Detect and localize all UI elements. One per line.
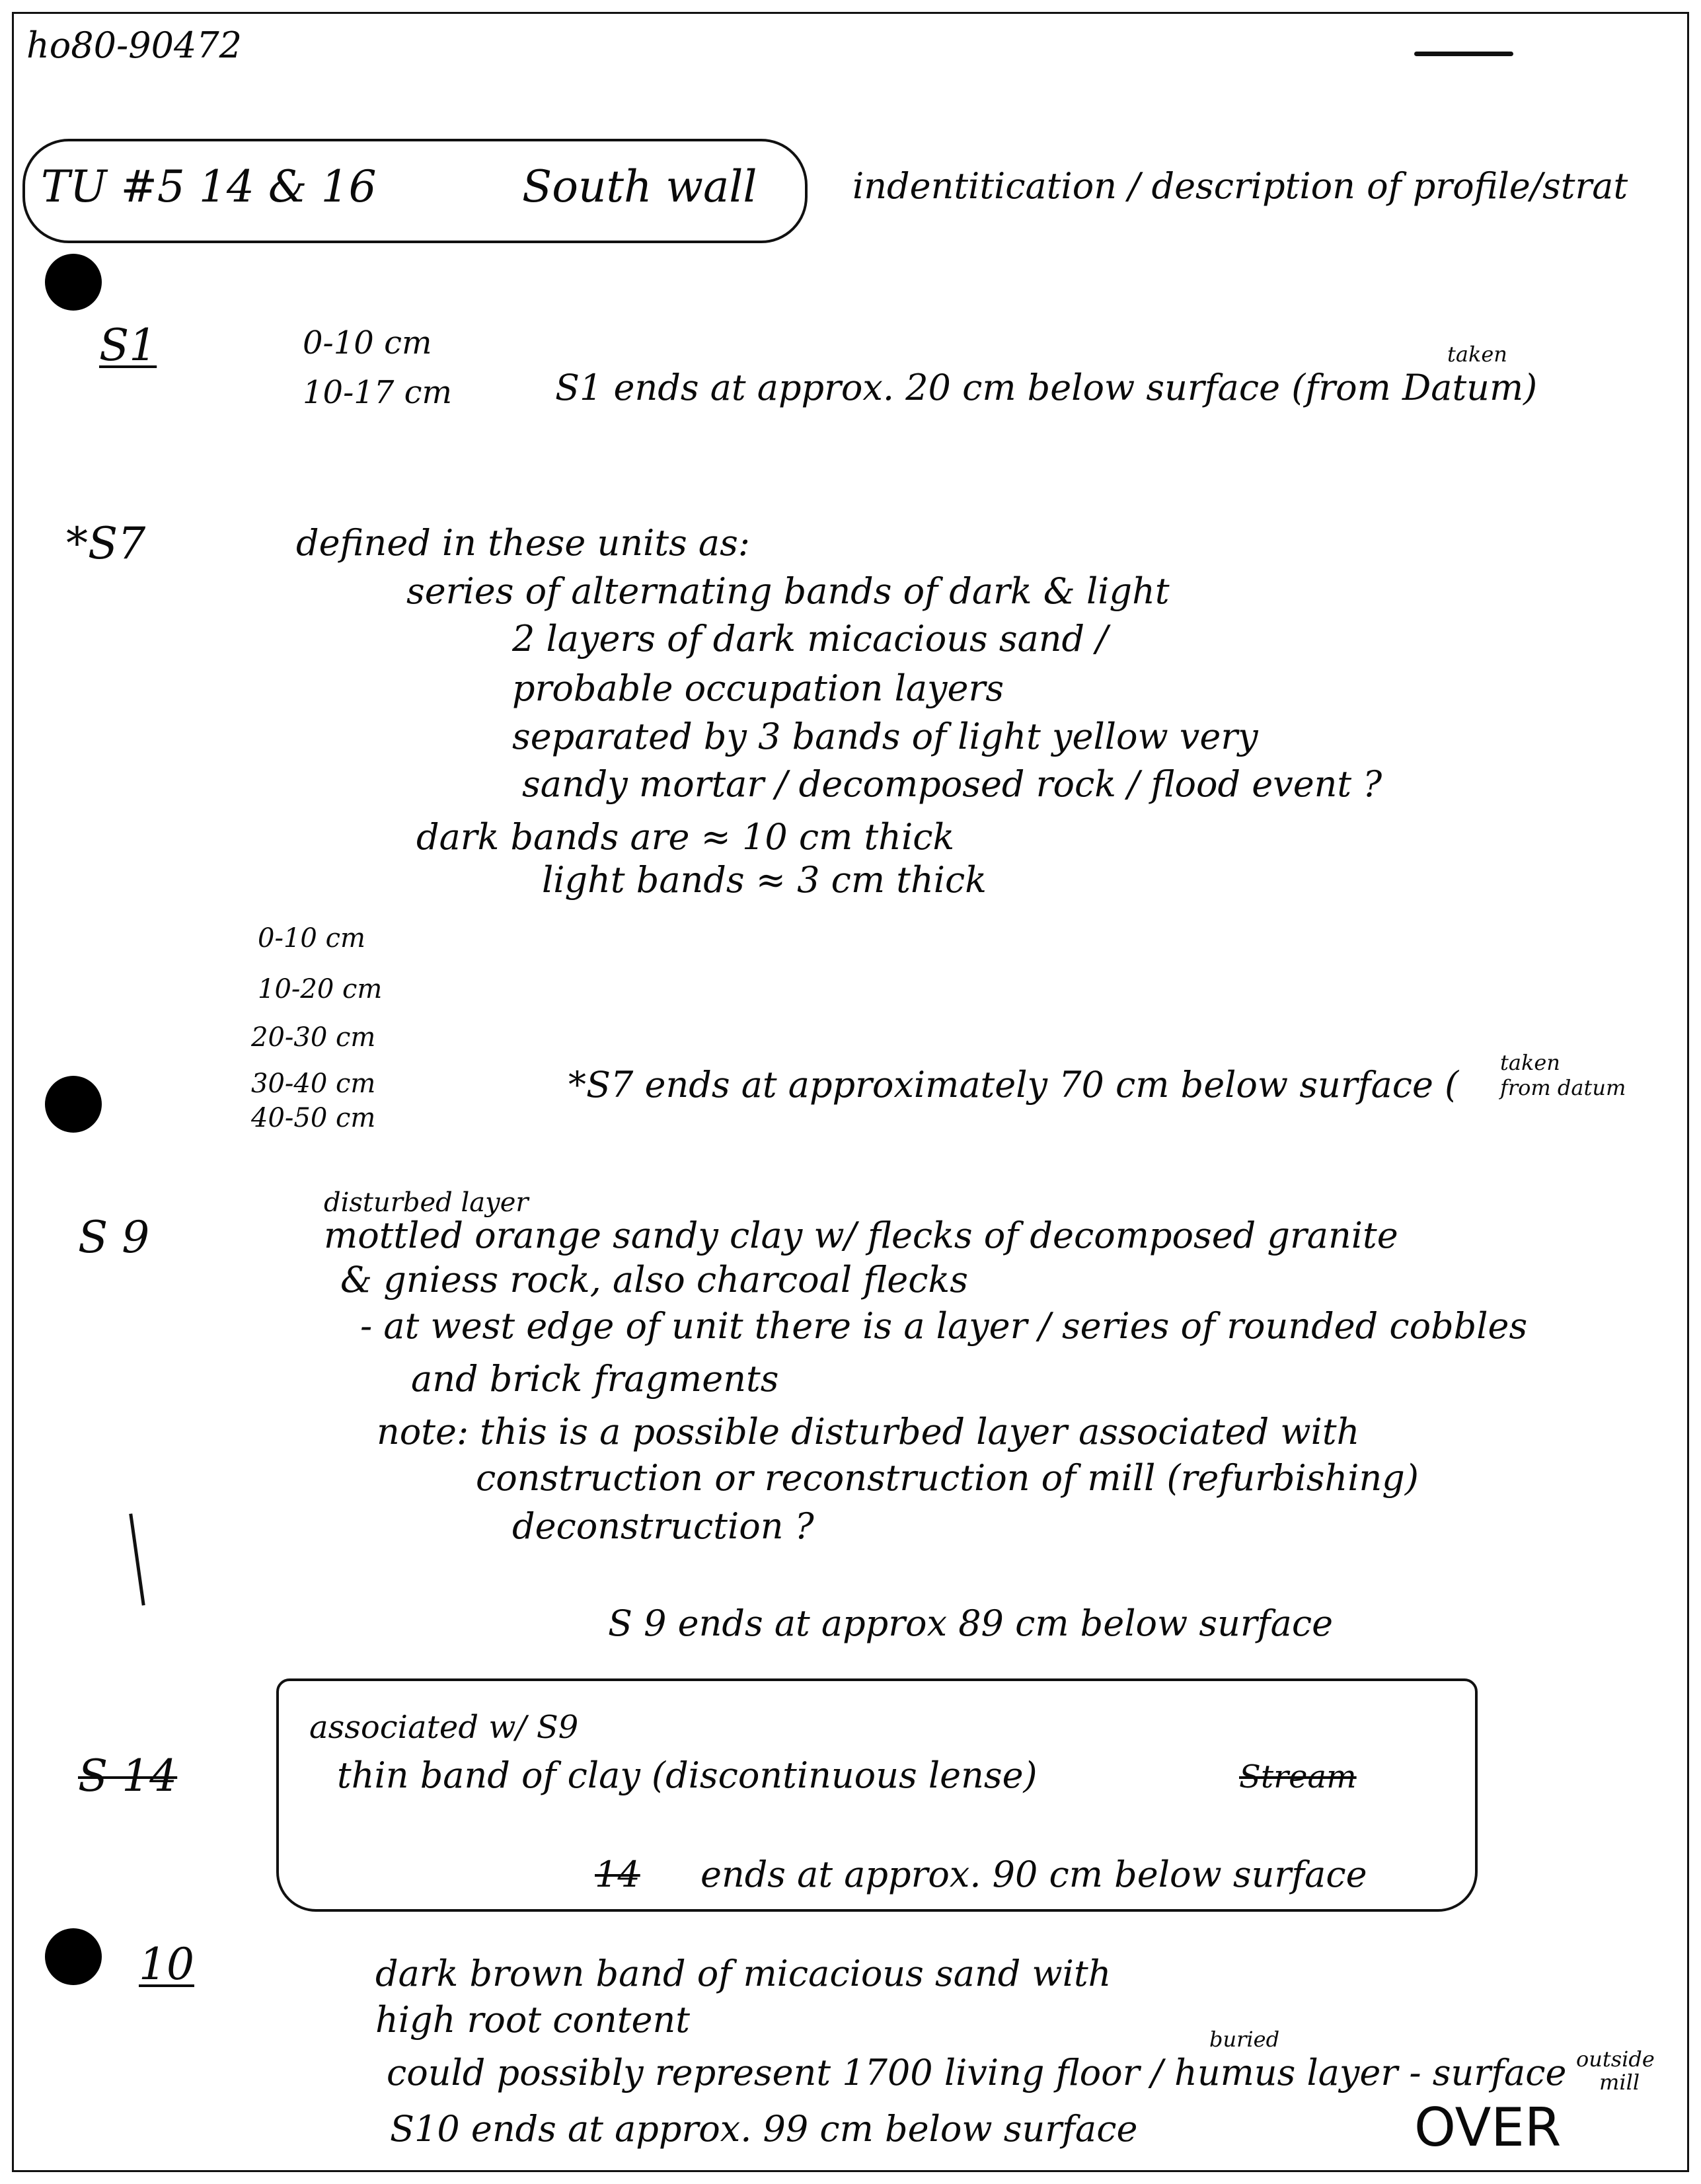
s7-from-datum: from datum <box>1500 1075 1626 1100</box>
document-id: ho80-90472 <box>26 24 243 66</box>
s9-line-5: note: this is a possible disturbed layer associated with <box>377 1411 1360 1452</box>
s1-depth-2: 10-17 cm <box>303 374 453 411</box>
s7-line-2: series of alternating bands of dark & light <box>406 570 1170 612</box>
s9-header: disturbed layer <box>324 1187 529 1218</box>
s10-end-note: S10 ends at approx. 99 cm below surface <box>390 2108 1138 2150</box>
s14-header: associated w/ S9 <box>309 1709 579 1746</box>
s10-buried-superscript: buried <box>1209 2027 1280 2052</box>
unit-label: TU #5 14 & 16 <box>41 161 377 212</box>
header-purpose: indentitication / description of profile/strat <box>852 165 1628 207</box>
s7-depth-2: 10-20 cm <box>258 974 383 1004</box>
s9-label: S 9 <box>78 1212 150 1263</box>
punch-hole-top <box>45 254 102 311</box>
s14-end-note: ends at approx. 90 cm below surface <box>700 1854 1367 1895</box>
s10-label: 10 <box>139 1939 194 1990</box>
s10-mill-superscript: mill <box>1599 2070 1640 2095</box>
s1-end-note: S1 ends at approx. 20 cm below surface (from Datum) <box>555 367 1538 408</box>
s10-line-1: dark brown band of micacious sand with <box>375 1953 1112 1994</box>
wall-label: South wall <box>522 161 757 212</box>
s9-line-6: construction or reconstruction of mill (refurbishing) <box>476 1457 1419 1499</box>
s9-end-note: S 9 ends at approx 89 cm below surface <box>608 1602 1334 1644</box>
s7-line-5: separated by 3 bands of light yellow very <box>512 716 1258 757</box>
over-label: OVER <box>1414 2097 1562 2158</box>
top-right-dash <box>1414 52 1513 56</box>
s1-label: S1 <box>99 320 157 371</box>
s7-depth-4: 30-40 cm <box>251 1069 376 1099</box>
s7-line-1: defined in these units as: <box>296 522 750 564</box>
punch-hole-middle <box>45 1076 102 1133</box>
s7-end-note: *S7 ends at approximately 70 cm below surface ( <box>568 1064 1459 1106</box>
s9-line-3: - at west edge of unit there is a layer / series of rounded cobbles <box>360 1305 1528 1347</box>
s9-line-7: deconstruction ? <box>512 1505 814 1547</box>
s7-line-4: probable occupation layers <box>512 667 1004 709</box>
s9-line-1: mottled orange sandy clay w/ flecks of decomposed granite <box>324 1215 1398 1256</box>
s14-line: thin band of clay (discontinuous lense) <box>337 1754 1038 1796</box>
s1-depth-1: 0-10 cm <box>303 324 432 361</box>
s7-depth-1: 0-10 cm <box>258 923 365 954</box>
s7-depth-3: 20-30 cm <box>251 1022 376 1053</box>
s7-depth-5: 40-50 cm <box>251 1103 376 1133</box>
punch-hole-bottom <box>45 1928 102 1985</box>
s14-end-label: 14 <box>595 1854 640 1895</box>
s10-outside-superscript: outside <box>1576 2047 1655 2072</box>
s9-line-2: & gniess rock, also charcoal flecks <box>340 1259 968 1300</box>
s7-line-6: sandy mortar / decomposed rock / flood event ? <box>522 763 1382 805</box>
s7-line-7: dark bands are ≈ 10 cm thick <box>416 816 955 858</box>
s10-line-2: high root content <box>375 1999 690 2041</box>
s7-line-3: 2 layers of dark micacious sand / <box>512 618 1108 659</box>
s7-label: *S7 <box>66 518 146 569</box>
s10-line-3: could possibly represent 1700 living floor / humus layer - surface <box>387 2052 1567 2093</box>
s14-label: S 14 <box>78 1751 178 1801</box>
s1-taken-superscript: taken <box>1447 342 1507 367</box>
s7-line-8: light bands ≈ 3 cm thick <box>542 859 987 901</box>
s9-line-4: and brick fragments <box>411 1358 779 1400</box>
s7-taken-superscript: taken <box>1500 1050 1560 1075</box>
s14-struck-word: Stream <box>1239 1758 1357 1795</box>
